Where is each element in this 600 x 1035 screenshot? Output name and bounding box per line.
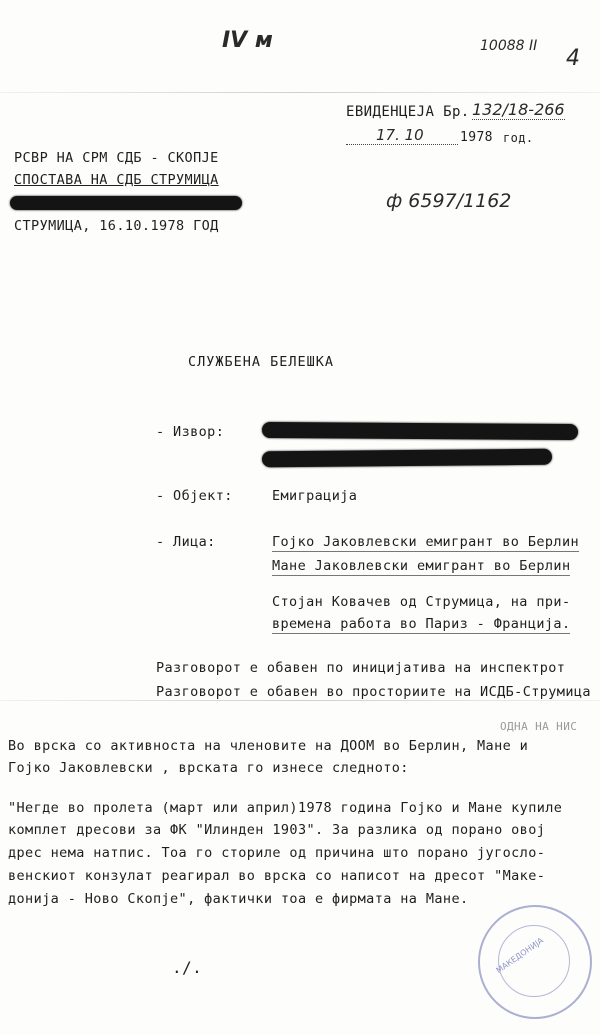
handwritten-page-number: 4 <box>566 46 580 71</box>
body-line: дрес нема натпис. Тоа го сториле од причина што порано југосло- <box>8 845 546 861</box>
source-label: - Извор: <box>156 424 225 440</box>
handwritten-mark: IV м <box>222 28 273 53</box>
header-agency: РСВР НА СРМ СДБ - СКОПЈЕ <box>14 150 219 166</box>
registry-label: ЕВИДЕНЦЕЈА Бр. <box>346 104 470 120</box>
handwritten-file-number: ф 6597/1162 <box>386 190 512 212</box>
body-line: Во врска со активноста на членовите на ДООМ во Берлин, Мане и <box>8 738 529 754</box>
person-item: Гојко Јаковлевски емигрант во Берлин <box>272 534 579 550</box>
redaction-bar <box>262 449 552 468</box>
registry-number: 132/18-266 <box>472 100 565 119</box>
header-department: СПОСТАВА НА СДБ СТРУМИЦА <box>14 172 219 188</box>
person-item: Мане Јаковлевски емигрант во Берлин <box>272 558 571 574</box>
body-line: венскиот конзулат реагирал во врска со написот на дресот "Маке- <box>8 868 546 884</box>
person-item: времена работа во Париз - Франција. <box>272 616 571 632</box>
body-line: комплет дресови за ФК "Илинден 1903". За разлика од порано овој <box>8 822 546 838</box>
document-title: СЛУЖБЕНА БЕЛЕШКА <box>188 354 335 370</box>
remark-line: Разговорот е обавен по иницијатива на инспектрот <box>156 660 566 676</box>
persons-label: - Лица: <box>156 534 216 550</box>
redaction-bar <box>10 196 242 210</box>
faint-overprint: ОДНА НА НИС <box>500 720 578 733</box>
remark-line: Разговорот е обавен во просториите на ИСДБ-Струмица <box>156 684 591 700</box>
registry-year: 1978 <box>460 130 493 145</box>
object-label: - Објект: <box>156 488 233 504</box>
person-item: Стојан Ковачев од Струмица, на при- <box>272 594 571 610</box>
stamp-text: МАКЕДОНИЈА <box>494 935 546 976</box>
continuation-mark: ./. <box>172 958 203 977</box>
body-line: донија - Ново Скопје", фактички тоа е фирмата на Мане. <box>8 891 469 907</box>
body-line: Гојко Јаковлевски , врската го изнесе следното: <box>8 760 409 776</box>
body-line: "Негде во пролета (март или април)1978 година Гојко и Мане купиле <box>8 800 563 816</box>
registry-date: 17. 10 <box>376 126 424 144</box>
fold-line <box>0 700 600 701</box>
registry-year-suffix: год. <box>503 131 534 145</box>
object-value: Емиграција <box>272 488 358 504</box>
fold-line <box>0 92 600 93</box>
registry-date-line <box>346 144 458 145</box>
redaction-bar <box>262 422 578 440</box>
official-stamp <box>478 905 592 1019</box>
handwritten-code: 10088 II <box>480 38 538 54</box>
header-place-date: СТРУМИЦА, 16.10.1978 ГОД <box>14 218 219 234</box>
